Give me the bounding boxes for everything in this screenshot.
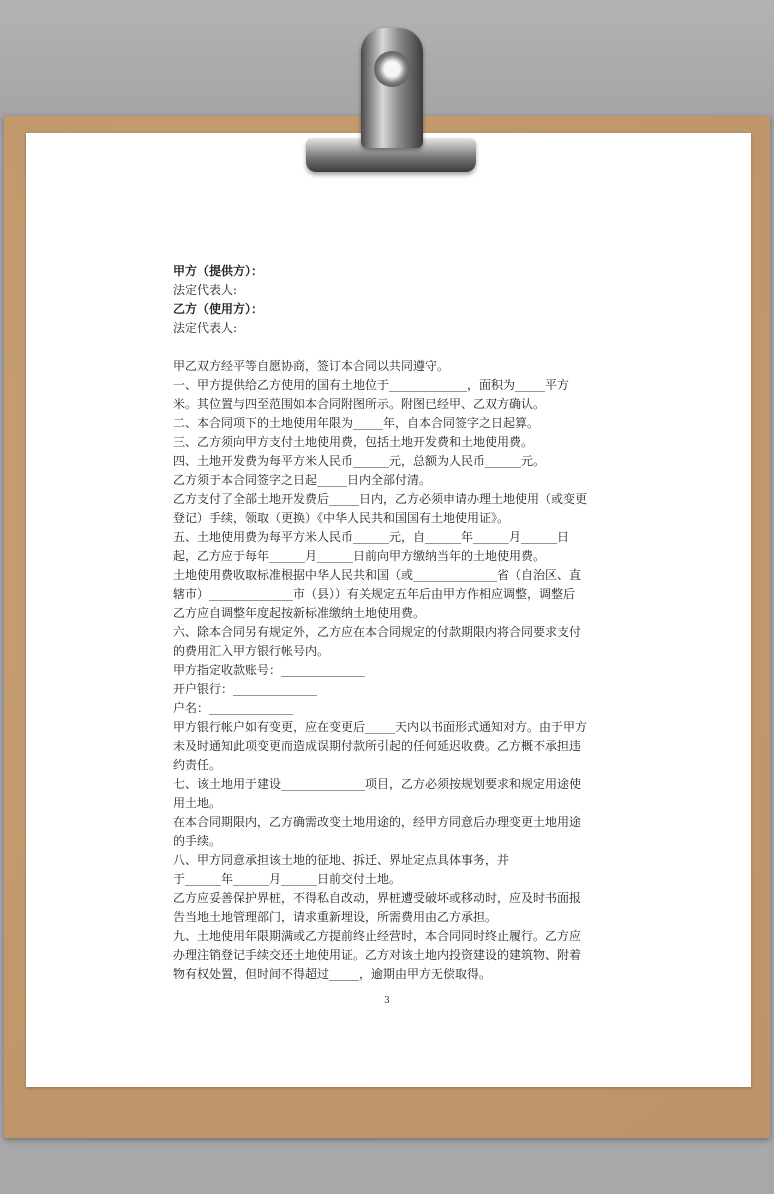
clause-6-line: 六、除本合同另有规定外，乙方应在本合同规定的付款期限内将合同要求支付 — [173, 625, 582, 639]
clause-8-line: 告当地土地管理部门，请求重新埋设，所需费用由乙方承担。 — [173, 910, 498, 924]
clause-9-line: 九、土地使用年限期满或乙方提前终止经营时，本合同同时终止履行。乙方应 — [173, 929, 582, 943]
clause-5-line: 土地使用费收取标准根据中华人民共和国（或______________省（自治区、直 — [173, 568, 582, 582]
clause-9-line: 办理注销登记手续交还土地使用证。乙方对该土地内投资建设的建筑物、附着 — [173, 948, 582, 962]
party-b-heading: 乙方（使用方）： — [173, 302, 264, 316]
clause-7-line: 用土地。 — [173, 796, 222, 810]
clause-9-line: 物有权处置，但时间不得超过_____，逾期由甲方无偿取得。 — [173, 967, 492, 981]
clause-6-account: 甲方指定收款账号：______________ — [173, 663, 366, 677]
party-b-representative: 法定代表人: — [173, 321, 238, 335]
contract-text — [173, 262, 605, 984]
clause-5-line: 辖市）______________市（县））有关规定五年后由甲方作相应调整，调整后 — [173, 587, 576, 601]
clause-4-line: 四、土地开发费为每平方米人民币______元，总额为人民币______元。 — [173, 454, 546, 468]
party-a-representative: 法定代表人: — [173, 283, 238, 297]
clause-8-line: 乙方应妥善保护界桩，不得私自改动，界桩遭受破坏或移动时，应及时书面报 — [173, 891, 582, 905]
clause-6-line: 甲方银行帐户如有变更，应在变更后_____天内以书面形式通知对方。由于甲方 — [173, 720, 588, 734]
page-number: 3 — [384, 996, 390, 1006]
clause-5-line: 乙方应自调整年度起按新标准缴纳土地使用费。 — [173, 606, 426, 620]
binder-clip-handle — [361, 28, 423, 148]
clause-7-line: 七、该土地用于建设______________项目，乙方必须按规划要求和规定用途使 — [173, 777, 582, 791]
clause-6-line: 的费用汇入甲方银行帐号内。 — [173, 644, 330, 658]
preamble: 甲乙双方经平等自愿协商，签订本合同以共同遵守。 — [173, 359, 450, 373]
clause-4-line: 乙方须于本合同签字之日起_____日内全部付清。 — [173, 473, 432, 487]
clause-6-bank: 开户银行：______________ — [173, 682, 318, 696]
clause-6-account-name: 户名：______________ — [173, 701, 294, 715]
binder-clip-hole — [374, 51, 410, 87]
clause-4-line: 乙方支付了全部土地开发费后_____日内，乙方必须申请办理土地使用（或变更 — [173, 492, 588, 506]
clause-6-line: 约责任。 — [173, 758, 222, 772]
clause-5-line: 起，乙方应于每年______月______日前向甲方缴纳当年的土地使用费。 — [173, 549, 546, 563]
spacer — [173, 338, 605, 357]
party-a-heading: 甲方（提供方）： — [173, 264, 264, 278]
clause-3-line: 三、乙方须向甲方支付土地使用费，包括土地开发费和土地使用费。 — [173, 435, 534, 449]
clause-2-line: 二、本合同项下的土地使用年限为_____年，自本合同签字之日起算。 — [173, 416, 540, 430]
clause-1-line: 一、甲方提供给乙方使用的国有土地位于_____________，面积为_____平方 — [173, 378, 570, 392]
clause-8-line: 于______年______月______日前交付土地。 — [173, 872, 402, 886]
clause-5-line: 五、土地使用费为每平方米人民币______元，自______年______月______日 — [173, 530, 570, 544]
clause-7-line: 的手续。 — [173, 834, 222, 848]
clause-1-line: 米。其位置与四至范围如本合同附图所示。附图已经甲、乙双方确认。 — [173, 397, 546, 411]
clause-8-line: 八、甲方同意承担该土地的征地、拆迁、界址定点具体事务，并 — [173, 853, 510, 867]
clause-4-line: 登记）手续，领取（更换）《中华人民共和国国有土地使用证》。 — [173, 511, 510, 525]
clause-7-line: 在本合同期限内，乙方确需改变土地用途的，经甲方同意后办理变更土地用途 — [173, 815, 582, 829]
clause-6-line: 未及时通知此项变更而造成误期付款所引起的任何延迟收费。乙方概不承担违 — [173, 739, 582, 753]
